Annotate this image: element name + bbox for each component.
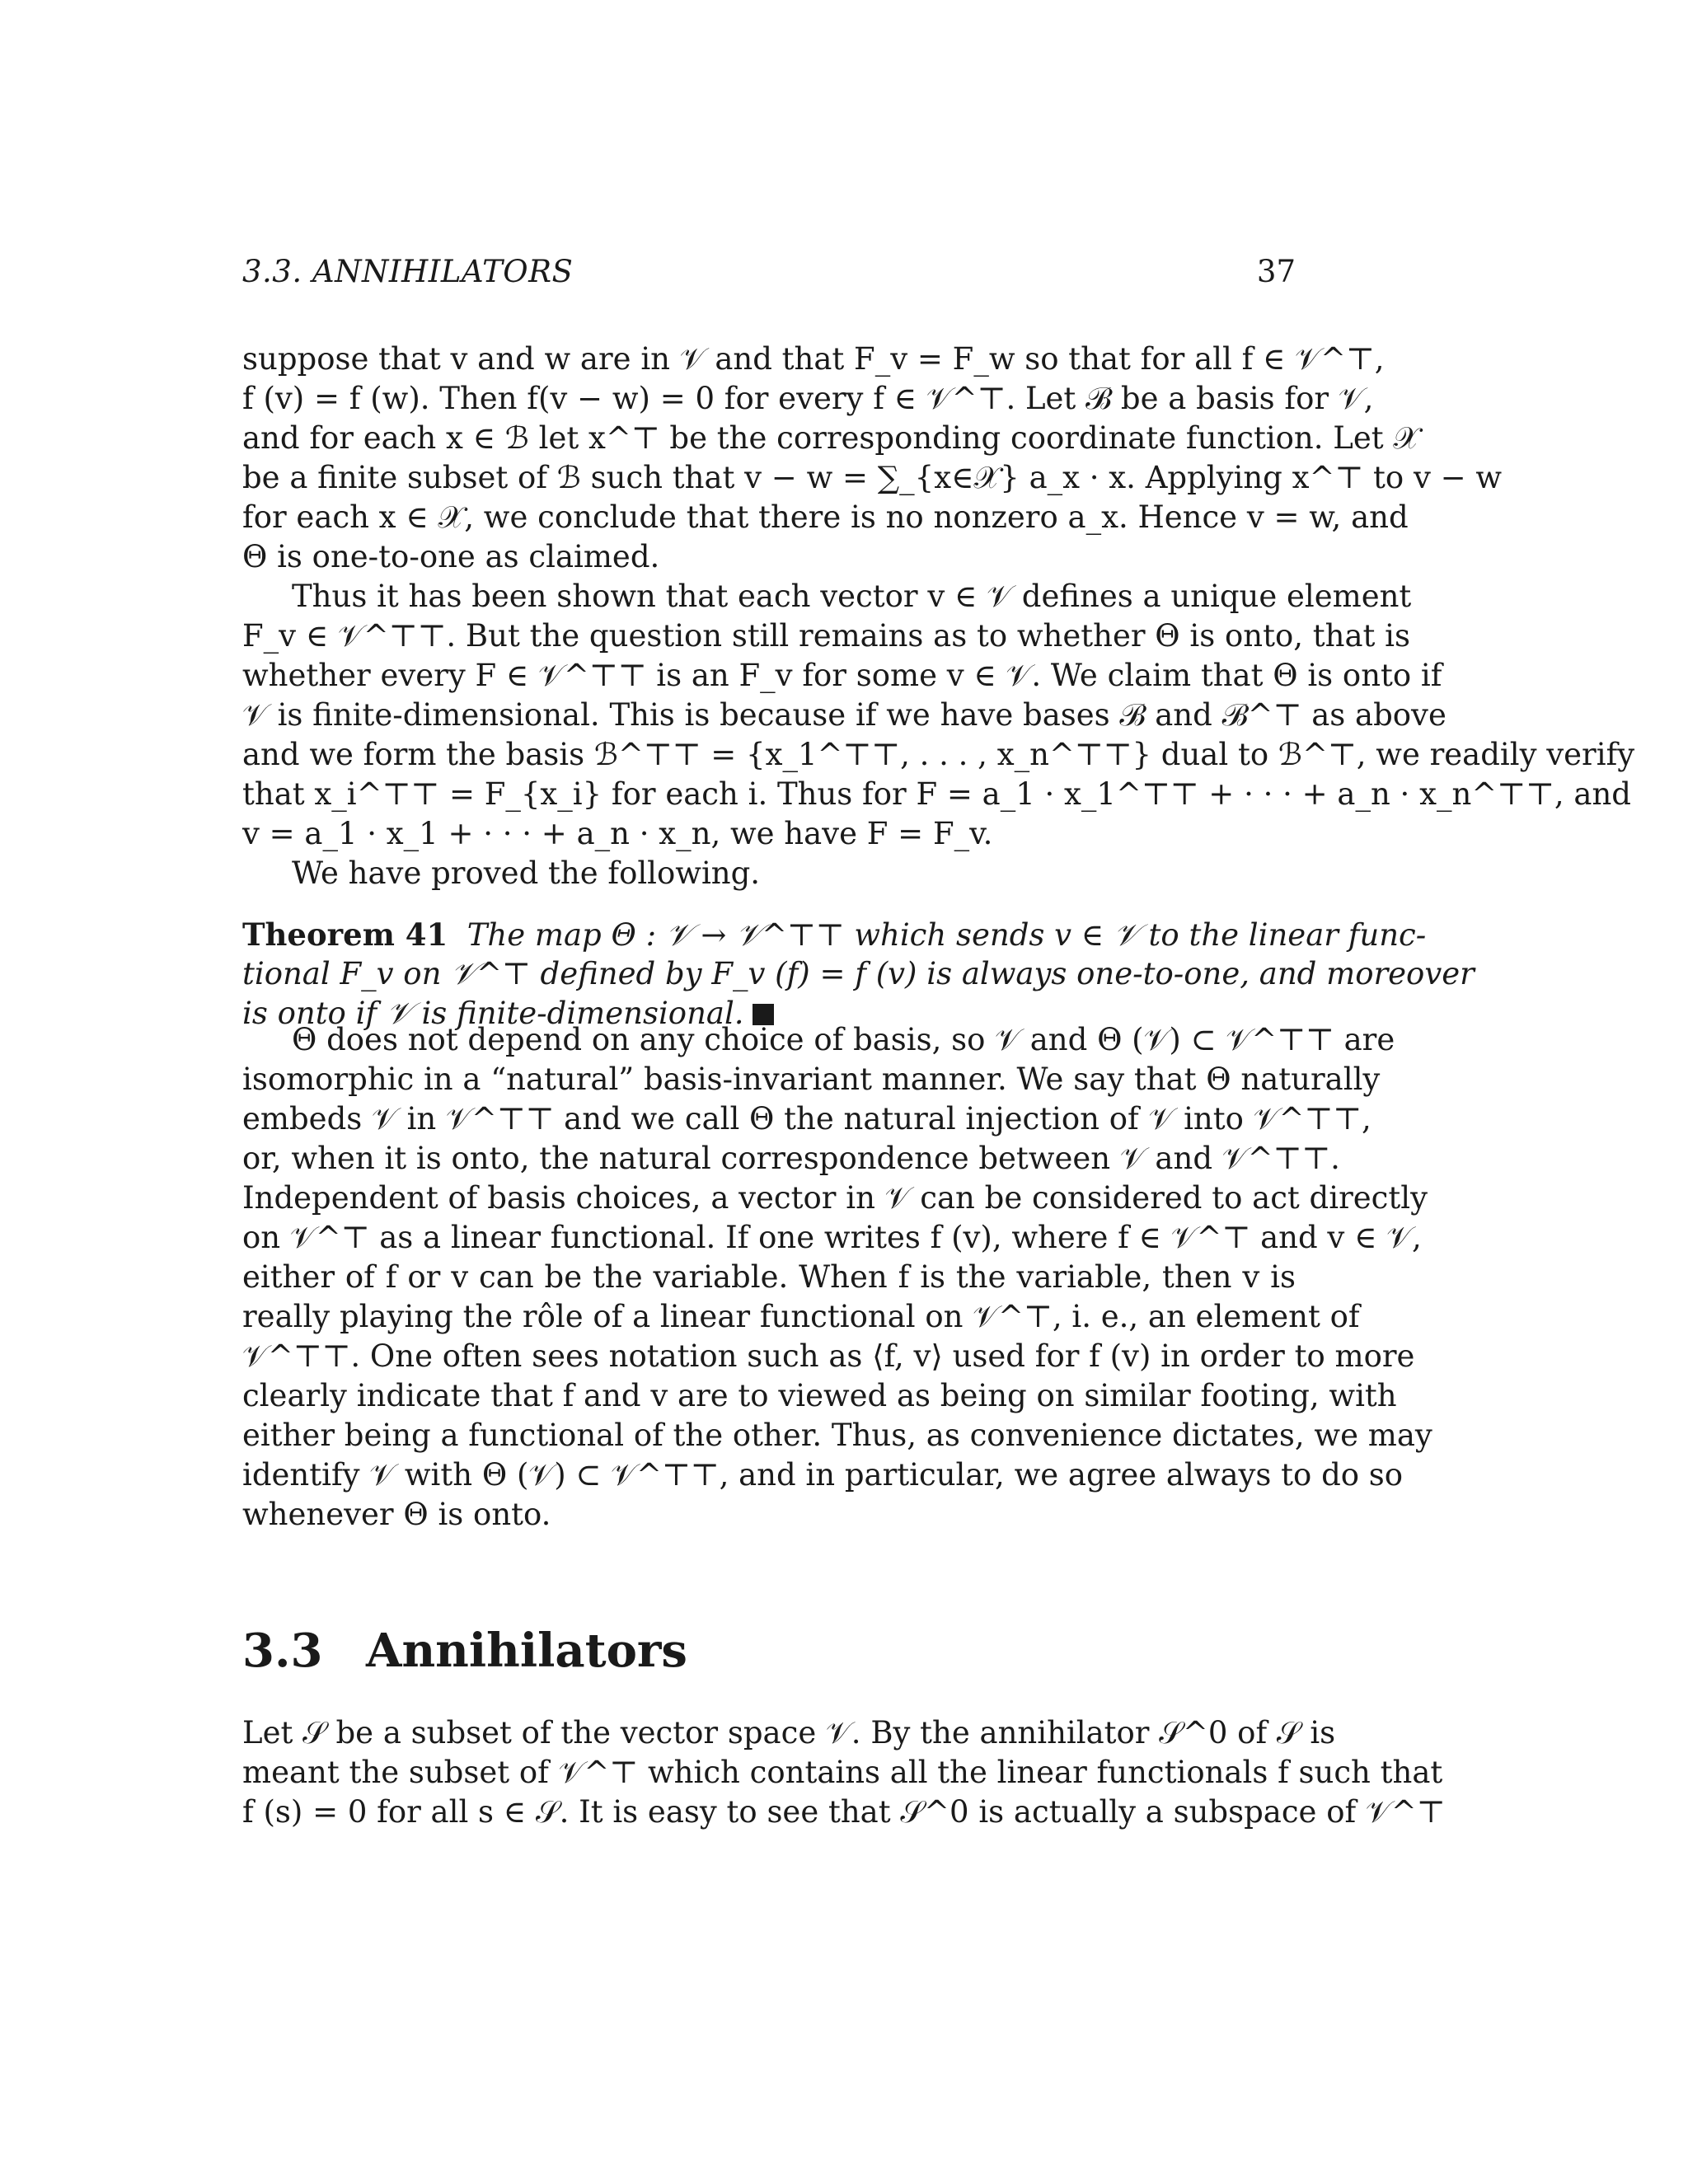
text-line: v = a_1 · x_1 + · · · + a_n · x_n, we have F = F_v.: [242, 816, 993, 851]
text-line: 𝒱^⊤⊤. One often sees notation such as ⟨f, v⟩ used for f (v) in order to more: [242, 1338, 1415, 1374]
text-line: whether every F ∈ 𝒱^⊤⊤ is an F_v for some v ∈ 𝒱. We claim that Θ is onto if: [242, 658, 1442, 693]
section-heading: [242, 1622, 687, 1680]
text-block-upper: [242, 340, 1635, 893]
text-line: identify 𝒱 with Θ (𝒱) ⊂ 𝒱^⊤⊤, and in particular, we agree always to do so: [242, 1457, 1404, 1493]
text-line: either of f or v can be the variable. When f is the variable, then v is: [242, 1259, 1296, 1295]
theorem-text: is onto if 𝒱 is finite-dimensional.: [242, 996, 744, 1031]
text-line: We have proved the following.: [292, 855, 761, 891]
text-line: f (s) = 0 for all s ∈ 𝒮. It is easy to see that 𝒮^0 is actually a subspace of 𝒱^⊤: [242, 1794, 1446, 1830]
paragraph-proved-following: [242, 854, 1296, 893]
theorem-text: The map Θ : 𝒱 → 𝒱^⊤⊤ which sends v ∈ 𝒱 to the linear func-: [467, 917, 1427, 953]
paragraph-onto-argument: [242, 577, 1635, 854]
text-line: either being a functional of the other. Thus, as convenience dictates, we may: [242, 1418, 1432, 1453]
text-line: Θ is one-to-one as claimed.: [242, 539, 660, 574]
text-line: embeds 𝒱 in 𝒱^⊤⊤ and we call Θ the natural injection of 𝒱 into 𝒱^⊤⊤,: [242, 1101, 1372, 1137]
theorem-label: Theorem 41: [242, 916, 448, 953]
text-line: Thus it has been shown that each vector v ∈ 𝒱 defines a unique element: [292, 579, 1412, 614]
text-line: suppose that v and w are in 𝒱 and that F_v = F_w so that for all f ∈ 𝒱^⊤,: [242, 341, 1385, 377]
text-line: meant the subset of 𝒱^⊤ which contains all the linear functionals f such that: [242, 1755, 1443, 1790]
text-line: isomorphic in a “natural” basis-invariant manner. We say that Θ naturally: [242, 1062, 1381, 1097]
running-title: 3.3. ANNIHILATORS: [242, 254, 574, 289]
text-line: on 𝒱^⊤ as a linear functional. If one writes f (v), where f ∈ 𝒱^⊤ and v ∈ 𝒱,: [242, 1220, 1422, 1255]
text-line: or, when it is onto, the natural correspondence between 𝒱 and 𝒱^⊤⊤.: [242, 1141, 1340, 1176]
text-line: clearly indicate that f and v are to viewed as being on similar footing, with: [242, 1378, 1397, 1413]
text-line: F_v ∈ 𝒱^⊤⊤. But the question still remains as to whether Θ is onto, that is: [242, 618, 1410, 654]
running-header: [242, 252, 1296, 292]
text-line: that x_i^⊤⊤ = F_{x_i} for each i. Thus for F = a_1 · x_1^⊤⊤ + · · · + a_n · x_n^⊤⊤, and: [242, 776, 1631, 812]
text-block-annihilators: [242, 1713, 1446, 1832]
text-line: and we form the basis ℬ^⊤⊤ = {x_1^⊤⊤, . . . , x_n^⊤⊤} dual to ℬ^⊤, we readily verify: [242, 737, 1635, 772]
text-line: 𝒱 is finite-dimensional. This is because if we have bases ℬ and ℬ^⊤ as above: [242, 697, 1447, 733]
text-line: Independent of basis choices, a vector in 𝒱 can be considered to act directly: [242, 1180, 1428, 1216]
text-line: really playing the rôle of a linear functional on 𝒱^⊤, i. e., an element of: [242, 1299, 1360, 1334]
text-line: for each x ∈ 𝒳, we conclude that there is no nonzero a_x. Hence v = w, and: [242, 499, 1409, 535]
text-line: f (v) = f (w). Then f(v − w) = 0 for every f ∈ 𝒱^⊤. Let ℬ be a basis for 𝒱,: [242, 381, 1374, 416]
text-line: be a finite subset of ℬ such that v − w = ∑_{x∈𝒳} a_x · x. Applying x^⊤ to v − w: [242, 460, 1503, 495]
paragraph-proof-continuation: [242, 340, 1503, 577]
section-number: 3.3: [242, 1624, 323, 1678]
text-line: whenever Θ is onto.: [242, 1497, 551, 1532]
theorem-text: tional F_v on 𝒱^⊤ defined by F_v (f) = f (v) is always one-to-one, and moreover: [242, 956, 1475, 991]
text-line: Let 𝒮 be a subset of the vector space 𝒱. By the annihilator 𝒮^0 of 𝒮 is: [242, 1715, 1336, 1750]
theorem-41: [242, 915, 1475, 1033]
text-line: Θ does not depend on any choice of basis, so 𝒱 and Θ (𝒱) ⊂ 𝒱^⊤⊤ are: [292, 1022, 1395, 1057]
page-number: 37: [1256, 254, 1296, 289]
text-block-natural-correspondence: [242, 1020, 1432, 1535]
theorem-first-line: [242, 915, 1427, 954]
text-line: and for each x ∈ ℬ let x^⊤ be the corresponding coordinate function. Let 𝒳: [242, 420, 1420, 456]
section-title: Annihilators: [366, 1624, 687, 1678]
